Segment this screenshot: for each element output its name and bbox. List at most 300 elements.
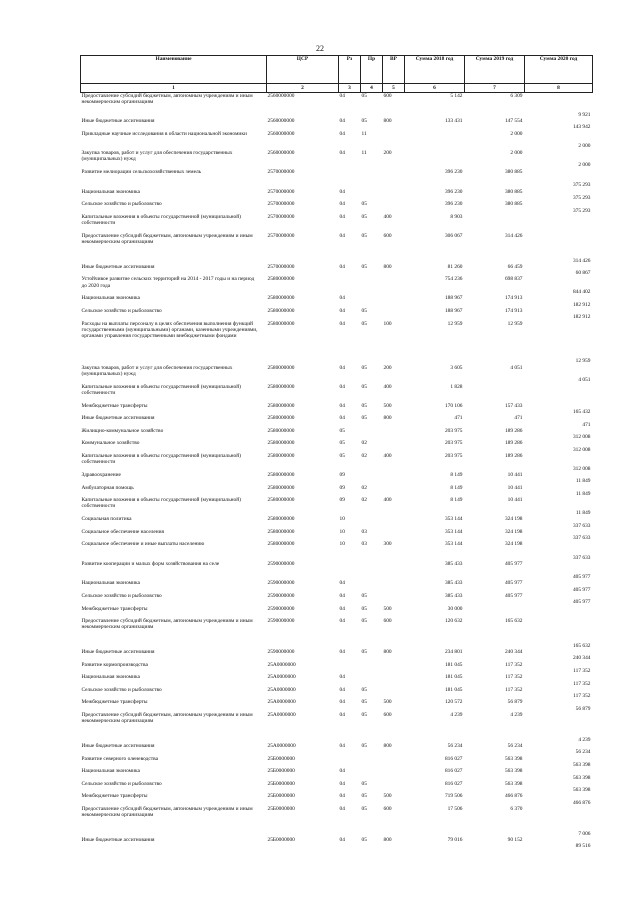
cell-pr: [361, 768, 383, 781]
cell-name: Предоставление субсидий бюджетным, автономным учреждениям и иным некоммерческим организациям: [81, 232, 253, 245]
cell-pr: [361, 169, 383, 189]
header-row: [81, 56, 593, 84]
table-row: [81, 169, 593, 189]
cell-sum-2020: 165 432: [572, 408, 591, 415]
cell-sum-2020: 56 234: [575, 749, 591, 756]
cell-sum-2020: 405 977: [572, 599, 591, 606]
cell-rz: 05: [339, 440, 345, 447]
cell-csr: 2580000000: [267, 516, 295, 523]
table-row: [81, 699, 593, 712]
table-row: [81, 131, 593, 150]
table-row: [81, 756, 593, 769]
cell-sum-2018: 203 975: [444, 427, 463, 434]
cell-sum-2019: 157 433: [504, 402, 523, 409]
cell-csr: 2560000000: [267, 130, 295, 137]
cell-pr: 02: [361, 452, 367, 459]
cell-vr: [383, 472, 405, 485]
cell-pr: 03: [361, 528, 367, 535]
cell-name: Национальная экономика: [81, 674, 140, 681]
cell-sum-2019: 174 913: [504, 295, 523, 302]
cell-sum-2019: 405 977: [504, 580, 523, 587]
cell-pr: [361, 472, 383, 485]
cell-rz: 04: [339, 686, 345, 693]
cell-sum-2019: 380 885: [504, 188, 523, 195]
cell-sum-2018: 816 027: [444, 780, 463, 787]
cell-vr: 200: [383, 364, 392, 371]
cell-rz: 04: [339, 232, 345, 239]
table-row: [81, 662, 593, 675]
cell-sum-2018: 188 967: [444, 295, 463, 302]
cell-name: Сельское хозяйство и рыболовство: [81, 686, 162, 693]
cell-csr: 2580000000: [267, 383, 295, 390]
cell-pr: [361, 295, 383, 308]
cell-sum-2020: 11 849: [575, 478, 591, 485]
cell-vr: [383, 189, 405, 202]
cell-vr: 400: [383, 497, 392, 504]
cell-name: Национальная экономика: [81, 580, 140, 587]
cell-vr: [383, 687, 405, 700]
cell-pr: 05: [361, 118, 367, 124]
cell-sum-2018: 203 975: [444, 452, 463, 459]
cell-sum-2018: 12 959: [447, 320, 463, 327]
table-body: [81, 93, 593, 850]
cell-sum-2020: 2 000: [578, 162, 591, 169]
column-header-rz: Рз: [339, 56, 361, 84]
table-row: [81, 768, 593, 781]
cell-sum-2020: 375 293: [572, 182, 591, 189]
cell-sum-2020: 56 879: [575, 705, 591, 712]
cell-sum-2018: 203 975: [444, 440, 463, 447]
cell-name: Жилищно-коммунальное хозяйство: [81, 427, 164, 434]
cell-sum-2019: 90 152: [507, 837, 523, 844]
table-row: [81, 118, 593, 131]
cell-vr: 400: [383, 452, 392, 459]
cell-name: Предоставление субсидий бюджетным, автономным учреждениям и иным некоммерческим организациям: [81, 93, 253, 106]
cell-csr: 2570000000: [267, 188, 295, 195]
cell-pr: 05: [361, 793, 367, 800]
cell-vr: 800: [383, 118, 392, 124]
cell-sum-2018: 17 506: [447, 806, 463, 813]
table-row: [81, 472, 593, 485]
cell-pr: [361, 516, 383, 529]
cell-rz: 09: [339, 484, 345, 491]
cell-vr: 300: [383, 541, 392, 548]
cell-rz: 04: [339, 118, 345, 124]
cell-csr: 2580000000: [267, 541, 295, 548]
cell-rz: 04: [339, 793, 345, 800]
cell-csr: 2590000000: [267, 580, 295, 587]
cell-vr: [383, 529, 405, 542]
cell-vr: 600: [383, 712, 392, 719]
cell-rz: 04: [339, 307, 345, 314]
cell-rz: 04: [339, 618, 345, 625]
cell-rz: 04: [339, 768, 345, 775]
cell-sum-2020: 375 293: [572, 194, 591, 201]
cell-sum-2019: [465, 214, 525, 233]
cell-vr: [383, 295, 405, 308]
cell-name: Капитальные вложения в объекты государственной (муниципальной) собственности: [81, 213, 241, 226]
cell-name: Амбулаторная помощь: [81, 484, 134, 491]
cell-sum-2018: 396 230: [444, 201, 463, 208]
table-row: [81, 150, 593, 169]
cell-vr: 800: [383, 837, 392, 844]
cell-vr: [383, 768, 405, 781]
cell-pr: 05: [361, 618, 367, 625]
cell-sum-2018: 1 828: [450, 383, 463, 390]
cell-rz: 04: [339, 213, 345, 220]
cell-pr: 05: [361, 213, 367, 220]
table-row: [81, 453, 593, 472]
cell-sum-2018: 8 903: [450, 213, 463, 220]
cell-rz: 04: [339, 415, 345, 422]
cell-csr: 2590000000: [267, 592, 295, 599]
cell-sum-2020: 312 008: [572, 446, 591, 453]
cell-vr: [383, 485, 405, 498]
cell-sum-2018: 181 045: [444, 661, 463, 668]
cell-sum-2019: 380 885: [504, 168, 523, 175]
cell-vr: 200: [383, 149, 392, 156]
cell-name: Предоставление субсидий бюджетным, автономным учреждениям и иным некоммерческим организациям: [81, 806, 253, 819]
cell-name: Межбюджетные трансферты: [81, 605, 148, 612]
cell-vr: [383, 440, 405, 453]
cell-pr: 05: [361, 686, 367, 693]
cell-sum-2020: 337 633: [572, 555, 591, 562]
cell-sum-2020: 182 912: [572, 301, 591, 308]
cell-sum-2020: 182 912: [572, 314, 591, 321]
column-number: 2: [267, 84, 339, 93]
cell-csr: 2590000000: [267, 649, 295, 656]
cell-vr: [383, 561, 405, 580]
cell-vr: [383, 276, 405, 295]
cell-name: Развитие кормопроизводства: [81, 661, 148, 668]
cell-rz: 05: [339, 452, 345, 459]
cell-rz: 04: [339, 383, 345, 390]
cell-name: Капитальные вложения в объекты государственной (муниципальной) собственности: [81, 452, 241, 466]
cell-name: Национальная экономика: [81, 188, 140, 195]
cell-sum-2018: 81 260: [447, 263, 463, 270]
cell-pr: 05: [361, 592, 367, 599]
cell-rz: 09: [339, 471, 345, 478]
cell-sum-2019: 324 198: [504, 541, 523, 548]
cell-vr: [383, 662, 405, 675]
table-row: [81, 233, 593, 264]
cell-sum-2020: 563 398: [572, 774, 591, 781]
cell-sum-2018: 353 144: [444, 541, 463, 548]
table-row: [81, 189, 593, 202]
cell-sum-2019: [465, 384, 525, 403]
cell-sum-2020: 117 352: [573, 680, 591, 687]
cell-rz: [339, 756, 361, 769]
cell-sum-2019: 147 554: [504, 118, 523, 124]
cell-pr: 05: [361, 605, 367, 612]
table-row: [81, 561, 593, 580]
cell-rz: 04: [339, 93, 345, 99]
cell-vr: 400: [383, 213, 392, 220]
cell-pr: 02: [361, 497, 367, 504]
cell-sum-2019: 174 913: [504, 307, 523, 314]
cell-csr: 2580000000: [267, 320, 295, 327]
cell-sum-2020: 89 516: [575, 843, 591, 850]
column-number: 8: [525, 84, 593, 93]
table-row: [81, 580, 593, 593]
cell-name: Межбюджетные трансферты: [81, 402, 148, 409]
cell-rz: 04: [339, 364, 345, 371]
cell-vr: 500: [383, 605, 392, 612]
cell-rz: 04: [339, 837, 345, 844]
column-header-name: Наименование: [81, 56, 267, 84]
table-row: [81, 201, 593, 214]
cell-csr: 2590000000: [267, 605, 295, 612]
column-header-sum-2019: Сумма 2019 год: [465, 56, 525, 84]
cell-csr: 2580000000: [267, 497, 295, 504]
cell-pr: 05: [361, 232, 367, 239]
cell-name: Сельское хозяйство и рыболовство: [81, 307, 162, 314]
table-row: [81, 674, 593, 687]
cell-name: Капитальные вложения в объекты государственной (муниципальной) собственности: [81, 497, 241, 510]
cell-sum-2019: 324 198: [504, 516, 523, 523]
cell-sum-2019: 117 352: [505, 674, 523, 681]
cell-rz: 04: [339, 320, 345, 327]
column-number: 7: [465, 84, 525, 93]
table-row: [81, 541, 593, 561]
cell-csr: 2580000000: [267, 452, 295, 459]
cell-sum-2018: 188 967: [444, 307, 463, 314]
cell-name: Иные бюджетные ассигнования: [81, 415, 155, 422]
cell-rz: 04: [339, 699, 345, 706]
cell-name: Иные бюджетные ассигнования: [81, 118, 155, 124]
table-row: [81, 781, 593, 794]
cell-sum-2018: 306 067: [444, 232, 463, 239]
cell-vr: 100: [383, 320, 392, 327]
cell-rz: 04: [339, 580, 345, 587]
cell-sum-2020: [525, 214, 593, 233]
cell-sum-2019: 314 426: [504, 232, 523, 239]
cell-rz: 04: [339, 295, 345, 302]
cell-sum-2020: 314 426: [572, 257, 591, 264]
cell-pr: [361, 756, 383, 769]
cell-sum-2020: 240 344: [572, 655, 591, 662]
cell-sum-2020: 563 398: [572, 787, 591, 794]
column-number: 4: [361, 84, 383, 93]
cell-vr: 600: [383, 232, 392, 239]
cell-sum-2020: 117 352: [573, 668, 591, 675]
table-row: [81, 806, 593, 837]
cell-rz: 04: [339, 402, 345, 409]
cell-name: Закупка товаров, работ и услуг для обеспечения государственных (муниципальных) нужд: [81, 364, 233, 377]
cell-sum-2019: 240 344: [504, 649, 523, 656]
cell-rz: 04: [339, 712, 345, 719]
cell-sum-2019: 10 441: [507, 497, 523, 504]
cell-rz: 10: [339, 528, 345, 535]
cell-pr: 05: [361, 383, 367, 390]
cell-sum-2020: 143 942: [572, 124, 591, 131]
cell-csr: 25Б0000000: [267, 780, 295, 787]
cell-csr: 2580000000: [267, 295, 295, 302]
cell-sum-2020: 7 006: [578, 830, 591, 837]
cell-name: Развитие кооперации и малых форм хозяйствования на селе: [81, 561, 220, 568]
cell-sum-2019: 12 959: [507, 320, 523, 327]
cell-csr: 25Б0000000: [267, 793, 295, 800]
cell-csr: 25Б0000000: [267, 806, 295, 813]
cell-name: Межбюджетные трансферты: [81, 699, 148, 706]
cell-sum-2018: 181 045: [444, 674, 463, 681]
cell-pr: 05: [361, 263, 367, 270]
cell-sum-2019: 698 837: [504, 276, 523, 283]
cell-csr: 2580000000: [267, 528, 295, 535]
cell-name: Сельское хозяйство и рыболовство: [81, 780, 162, 787]
cell-sum-2018: 816 027: [444, 755, 463, 762]
cell-sum-2020: 405 977: [572, 586, 591, 593]
cell-rz: [339, 276, 361, 295]
cell-pr: 05: [361, 837, 367, 844]
cell-sum-2020: 471: [582, 421, 591, 428]
table-row: [81, 365, 593, 384]
cell-sum-2020: 563 398: [572, 762, 591, 769]
cell-vr: [383, 756, 405, 769]
cell-sum-2020: 2 000: [578, 143, 591, 150]
cell-sum-2018: 120 632: [444, 618, 463, 625]
column-header-sum-2018: Сумма 2018 год: [405, 56, 465, 84]
cell-sum-2020: 405 977: [572, 574, 591, 581]
cell-sum-2020: 4 239: [578, 736, 591, 743]
table-row: [81, 516, 593, 529]
cell-csr: 25А0000000: [267, 743, 296, 750]
cell-sum-2018: 170 106: [444, 402, 463, 409]
table-row: [81, 415, 593, 428]
table-row: [81, 593, 593, 606]
cell-csr: 2580000000: [267, 471, 295, 478]
cell-vr: 500: [383, 793, 392, 800]
cell-pr: 02: [361, 484, 367, 491]
column-header-vr: ВР: [383, 56, 405, 84]
cell-rz: 05: [339, 427, 345, 434]
cell-csr: 25А0000000: [267, 712, 296, 719]
cell-rz: 09: [339, 497, 345, 504]
cell-vr: 600: [383, 618, 392, 625]
cell-sum-2018: 353 144: [444, 528, 463, 535]
cell-sum-2018: 385 433: [444, 561, 463, 568]
column-header-sum-2020: Сумма 2020 год: [525, 56, 593, 84]
cell-pr: [361, 580, 383, 593]
cell-sum-2018: 471: [454, 415, 463, 422]
cell-pr: 03: [361, 541, 367, 548]
table-row: [81, 321, 593, 365]
cell-pr: 05: [361, 780, 367, 787]
table-row: [81, 837, 593, 850]
cell-pr: [361, 276, 383, 295]
cell-csr: 2570000000: [267, 213, 295, 220]
cell-rz: 04: [339, 201, 345, 208]
cell-name: Социальная политика: [81, 516, 132, 523]
cell-rz: 04: [339, 649, 345, 656]
cell-sum-2019: 471: [514, 415, 523, 422]
cell-sum-2020: 312 008: [572, 465, 591, 472]
cell-sum-2019: 6 370: [510, 806, 523, 813]
cell-sum-2019: 324 198: [504, 528, 523, 535]
cell-name: Иные бюджетные ассигнования: [81, 743, 155, 750]
cell-sum-2019: 6 309: [510, 93, 523, 99]
cell-sum-2019: 380 885: [504, 201, 523, 208]
cell-sum-2018: 5 142: [450, 93, 463, 99]
cell-sum-2020: 11 849: [575, 490, 591, 497]
cell-sum-2020: 117 352: [573, 693, 591, 700]
cell-pr: 05: [361, 307, 367, 314]
cell-sum-2019: 2 000: [510, 130, 523, 137]
cell-rz: 10: [339, 541, 345, 548]
cell-sum-2019: 117 352: [505, 686, 523, 693]
cell-sum-2019: 563 398: [504, 755, 523, 762]
cell-sum-2020: 375 293: [572, 207, 591, 214]
budget-table: [80, 55, 593, 850]
cell-sum-2018: 8 149: [450, 484, 463, 491]
cell-sum-2018: 8 149: [450, 471, 463, 478]
cell-rz: [339, 561, 361, 580]
cell-sum-2020: 12 959: [575, 358, 591, 365]
table-row: [81, 276, 593, 295]
cell-sum-2019: 405 977: [504, 561, 523, 568]
cell-rz: [339, 169, 361, 189]
cell-csr: 2580000000: [267, 427, 295, 434]
cell-csr: 25Б0000000: [267, 768, 295, 775]
cell-vr: 500: [383, 699, 392, 706]
cell-vr: 800: [383, 743, 392, 750]
table-row: [81, 403, 593, 416]
cell-name: Здравоохранение: [81, 471, 121, 478]
cell-sum-2018: 396 230: [444, 168, 463, 175]
cell-sum-2019: 2 000: [510, 149, 523, 156]
table-row: [81, 712, 593, 743]
column-number: 5: [383, 84, 405, 93]
cell-pr: 05: [361, 402, 367, 409]
cell-rz: 04: [339, 674, 345, 681]
table-row: [81, 687, 593, 700]
cell-csr: 2590000000: [267, 561, 295, 568]
cell-pr: 05: [361, 93, 367, 99]
cell-csr: 2570000000: [267, 168, 295, 175]
cell-sum-2018: 79 016: [447, 837, 463, 844]
cell-vr: 600: [383, 806, 392, 813]
table-row: [81, 308, 593, 321]
cell-rz: 04: [339, 149, 345, 156]
cell-pr: [361, 189, 383, 202]
cell-sum-2018: 8 149: [450, 497, 463, 504]
column-number: 1: [81, 84, 267, 93]
cell-name: Иные бюджетные ассигнования: [81, 263, 155, 270]
column-header-csr: ЦСР: [267, 56, 339, 84]
cell-sum-2020: 9 921: [578, 111, 591, 118]
cell-pr: 05: [361, 699, 367, 706]
cell-name: Сельское хозяйство и рыболовство: [81, 201, 162, 208]
cell-name: Иные бюджетные ассигнования: [81, 837, 155, 844]
cell-name: Национальная экономика: [81, 768, 140, 775]
cell-name: Предоставление субсидий бюджетным, автономным учреждениям и иным некоммерческим организациям: [81, 618, 253, 631]
cell-sum-2018: 3 605: [450, 364, 463, 371]
cell-csr: 25Б0000000: [267, 837, 295, 844]
table-row: [81, 295, 593, 308]
cell-csr: 25А0000000: [267, 686, 296, 693]
cell-sum-2018: [405, 131, 465, 150]
cell-sum-2020: 312 008: [572, 434, 591, 441]
cell-csr: 2570000000: [267, 263, 295, 270]
cell-sum-2019: 56 234: [507, 743, 523, 750]
cell-csr: 2560000000: [267, 149, 295, 156]
cell-sum-2019: 189 286: [504, 452, 523, 459]
cell-sum-2019: 189 286: [504, 427, 523, 434]
cell-vr: [383, 201, 405, 214]
cell-csr: 2560000000: [267, 93, 295, 99]
cell-sum-2018: 234 801: [444, 649, 463, 656]
table-row: [81, 214, 593, 233]
